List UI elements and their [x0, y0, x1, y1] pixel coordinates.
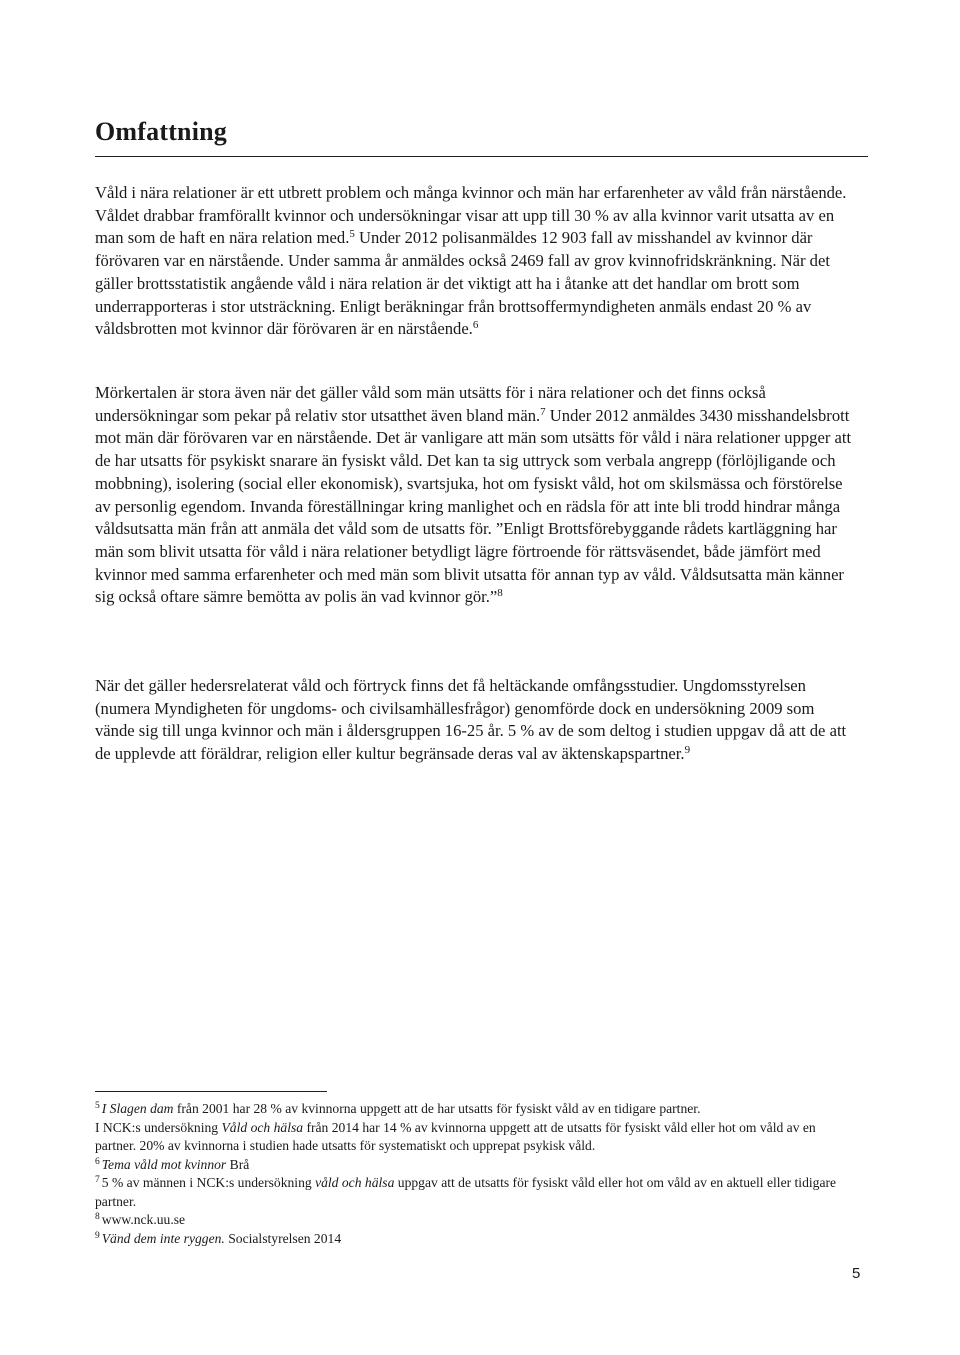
footnote-5 [95, 1100, 860, 1156]
paragraph-scope-women [95, 182, 855, 341]
footnote-9 [95, 1230, 860, 1249]
footnote-reference[interactable]: 5 [349, 228, 355, 241]
footnote-text: uppgav att de utsatts för fysiskt våld eller hot om våld av en aktuell eller tidigare partner. [95, 1175, 837, 1209]
paragraph-scope-men [95, 382, 855, 609]
footnote-reference[interactable]: 7 [540, 405, 546, 418]
paragraph-text: Våld i nära relationer är ett utbrett problem och många kvinnor och män har erfarenheter av våld från närstående. Våldet drabbar framförallt kvinnor och undersökningar visar att upp till 30 % av alla kvinnor varit utsatta av en man som de haft en nära relation med. [95, 183, 847, 248]
footnote-number: 5 [95, 1101, 100, 1111]
paragraph-text: Mörkertalen är stora även när det gäller våld som män utsätts för i nära relationer och det finns också undersökningar som pekar på relativ stor utsatthet även bland män. [95, 383, 766, 425]
footnote-source-title: Våld och hälsa [221, 1119, 304, 1135]
footnote-text: I NCK:s undersökning [95, 1119, 222, 1135]
footnote-6 [95, 1156, 860, 1175]
footnote-reference[interactable]: 8 [497, 587, 503, 600]
heading-underline [95, 156, 868, 157]
footnote-number: 7 [95, 1175, 100, 1185]
paragraph-text: När det gäller hedersrelaterat våld och förtryck finns det få heltäckande omfångsstudier. Ungdomsstyrelsen (numera Myndigheten för ungdoms- och civilsamhällesfrågor) genomförde dock en undersökning 2009 som vände sig till unga kvinnor och män i åldersgruppen 16-25 år. 5 % av de som deltog i studien uppgav då att de att de upplevde att föräldrar, religion eller kultur begränsade deras val av äktenskapspartner. [95, 676, 847, 764]
section-heading: Omfattning [95, 117, 227, 146]
page-number: 5 [852, 1265, 861, 1282]
paragraph-honor-violence [95, 675, 855, 766]
footnote-reference[interactable]: 9 [684, 744, 691, 757]
footnote-text: från 2014 har 14 % av kvinnorna uppgett att de utsatts för fysiskt våld eller hot om våld av en partner. 20% av kvinnorna i studien hade utsatts för systematiskt och upprepat psykisk våld. [95, 1119, 816, 1153]
footnote-separator [95, 1091, 327, 1092]
footnote-text: Brå [226, 1156, 250, 1172]
footnote-number: 6 [95, 1156, 100, 1167]
paragraph-text: Under 2012 anmäldes 3430 misshandelsbrott mot män där förövaren var en närstående. Det är vanligare att män som utsätts för våld i nära relationer uppger att de har utsatts för psykiskt snarare än fysiskt våld. Det kan ta sig uttryck som verbala angrepp (förlöjligande och mobbning), isolering (social eller ekonomisk), svartsjuka, hot om fysiskt våld, hot om skilsmässa och förstörelse av personlig egendom. Invanda föreställningar kring manlighet och en rädsla för att inte bli trodd hindrar många våldsutsatta män från att anmäla det våld som de utsatts för. ”Enligt Brottsförebyggande rådets kartläggning har män som blivit utsatta för våld i nära relationer betydligt lägre förtroende för rättsväsendet, både jämfört med kvinnor med samma erfarenheter och med män som blivit utsatta för annan typ av våld. Våldsutsatta män känner sig också oftare sämre bemötta av polis än vad kvinnor gör.” [95, 405, 852, 607]
footnote-8 [95, 1211, 860, 1230]
footnote-number: 9 [95, 1230, 100, 1241]
footnote-source-title: våld och hälsa [315, 1175, 395, 1190]
footnote-number: 8 [95, 1212, 100, 1222]
paragraph-text: Under 2012 polisanmäldes 12 903 fall av misshandel av kvinnor där förövaren var en närstående. Under samma år anmäldes också 2469 fall av grov kvinnofridskränkning. När det gäller brottsstatistik angående våld i nära relation är det viktigt att ha i åtanke att det handlar om brott som underrapporteras i stor utsträckning. Enligt beräkningar från brottsoffermyndigheten anmäls endast 20 % av våldsbrotten mot kvinnor där förövaren är en närstående. [95, 228, 830, 339]
footnote-link[interactable]: www.nck.uu.se [101, 1212, 186, 1227]
footnote-text: Socialstyrelsen 2014 [224, 1230, 342, 1246]
footnotes [95, 1100, 860, 1248]
footnote-source-title: Vänd dem inte ryggen. [101, 1230, 225, 1246]
footnote-7 [95, 1174, 860, 1211]
footnote-text: 5 % av männen i NCK:s undersökning [101, 1175, 316, 1190]
footnote-reference[interactable]: 6 [472, 319, 479, 332]
footnote-source-title: I Slagen dam [101, 1101, 174, 1116]
footnote-text: från 2001 har 28 % av kvinnorna uppgett att de har utsatts för fysiskt våld av en tidigare partner. [173, 1101, 701, 1116]
footnote-source-title: Tema våld mot kvinnor [101, 1156, 227, 1172]
